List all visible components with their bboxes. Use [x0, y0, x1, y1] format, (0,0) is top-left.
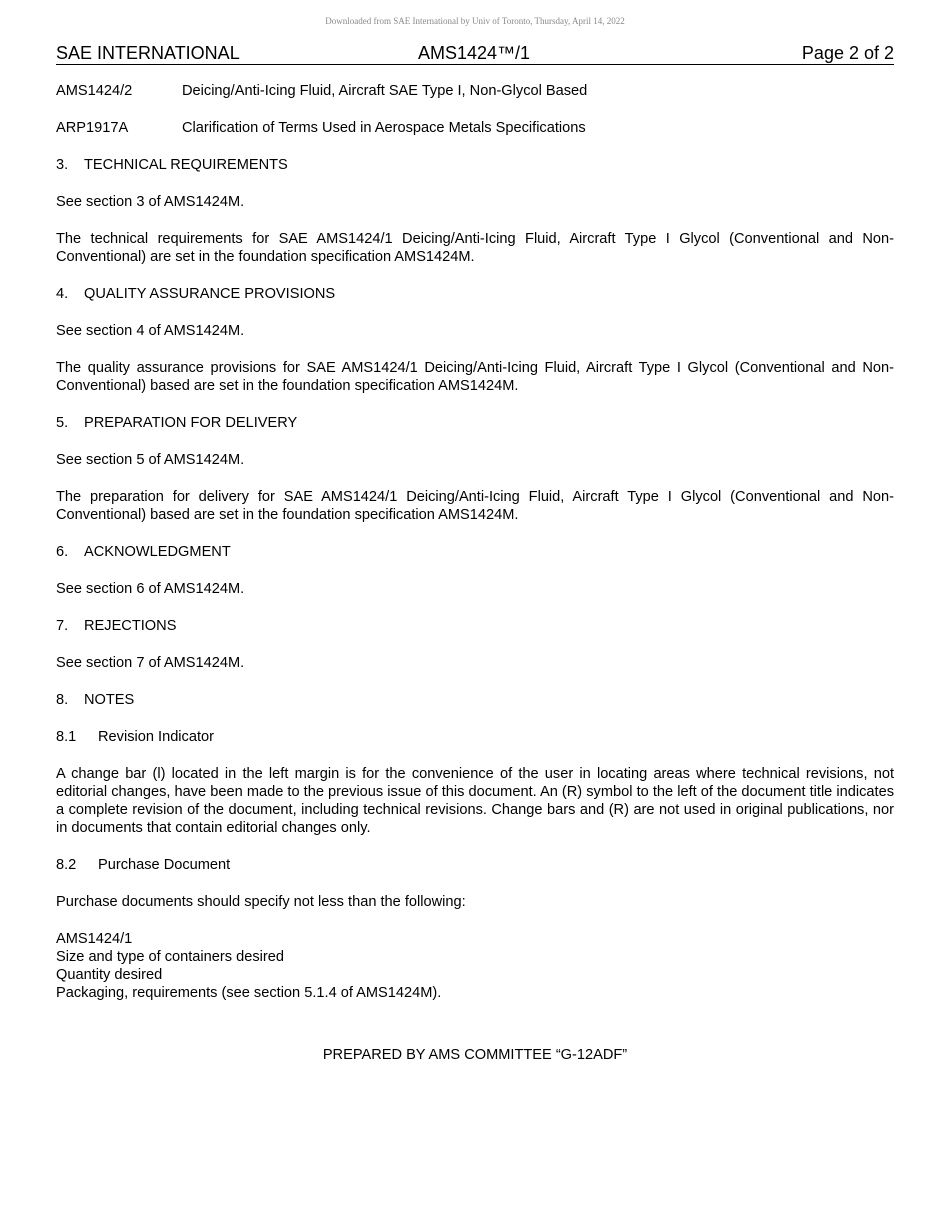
- section-7-para-1: See section 7 of AMS1424M.: [56, 655, 245, 671]
- reference-code: AMS1424/2: [56, 83, 133, 99]
- section-7-heading: 7. REJECTIONS: [56, 618, 177, 634]
- section-3-heading: 3. TECHNICAL REQUIREMENTS: [56, 157, 288, 173]
- section-4-heading: 4. QUALITY ASSURANCE PROVISIONS: [56, 286, 336, 302]
- section-3-para-2: The technical requirements for SAE AMS1424/1 Deicing/Anti-Icing Fluid, Aircraft Type I Glycol (Conventional and Non-Conventional) are set in the foundation specification AMS1424M.: [56, 231, 894, 265]
- section-8-heading: 8. NOTES: [56, 692, 135, 708]
- document-body: [56, 82, 894, 1002]
- list-item: Size and type of containers desired: [56, 949, 284, 965]
- download-watermark: Downloaded from SAE International by Univ of Toronto, Thursday, April 14, 2022: [325, 16, 625, 26]
- section-6-heading: 6. ACKNOWLEDGMENT: [56, 544, 231, 560]
- section-8-1-heading: 8.1 Revision Indicator: [56, 729, 214, 745]
- section-5-para-1: See section 5 of AMS1424M.: [56, 452, 245, 468]
- reference-title: Deicing/Anti-Icing Fluid, Aircraft SAE Type I, Non-Glycol Based: [182, 83, 588, 99]
- list-item: Quantity desired: [56, 967, 163, 983]
- reference-row: [56, 82, 894, 100]
- section-4-para-2: The quality assurance provisions for SAE AMS1424/1 Deicing/Anti-Icing Fluid, Aircraft Type I Glycol (Conventional and Non-Conventional) based are set in the foundation specification AMS1424M.: [56, 360, 894, 394]
- header-page-number: Page 2 of 2: [801, 43, 894, 63]
- section-8-2-para-1: Purchase documents should specify not less than the following:: [56, 894, 466, 910]
- page-header: [56, 43, 894, 65]
- section-3-para-1: See section 3 of AMS1424M.: [56, 194, 245, 210]
- section-4-para-1: See section 4 of AMS1424M.: [56, 323, 245, 339]
- section-5-para-2: The preparation for delivery for SAE AMS1424/1 Deicing/Anti-Icing Fluid, Aircraft Type I Glycol (Conventional and Non-Conventional) based are set in the foundation specification AMS1424M.: [56, 489, 894, 523]
- list-item: Packaging, requirements (see section 5.1.4 of AMS1424M).: [56, 985, 442, 1001]
- header-org: SAE INTERNATIONAL: [56, 43, 240, 63]
- header-doc-number: AMS1424™/1: [418, 43, 531, 63]
- section-8-1-para-1: A change bar (l) located in the left margin is for the convenience of the user in locating areas where technical revisions, not editorial changes, have been made to the previous issue of this document. An (R) symbol to the left of the document title indicates a complete revision of the document, including technical revisions. Change bars and (R) are not used in original publications, nor in documents that contain editorial changes only.: [56, 766, 894, 836]
- section-8-2-heading: 8.2 Purchase Document: [56, 857, 231, 873]
- list-item: AMS1424/1: [56, 931, 133, 947]
- reference-row: [56, 119, 894, 137]
- purchase-requirements-list: [56, 930, 894, 1002]
- reference-code: ARP1917A: [56, 120, 129, 136]
- section-6-para-1: See section 6 of AMS1424M.: [56, 581, 245, 597]
- section-5-heading: 5. PREPARATION FOR DELIVERY: [56, 415, 298, 431]
- reference-title: Clarification of Terms Used in Aerospace Metals Specifications: [182, 120, 586, 136]
- prepared-by-line: PREPARED BY AMS COMMITTEE “G-12ADF”: [322, 1047, 628, 1063]
